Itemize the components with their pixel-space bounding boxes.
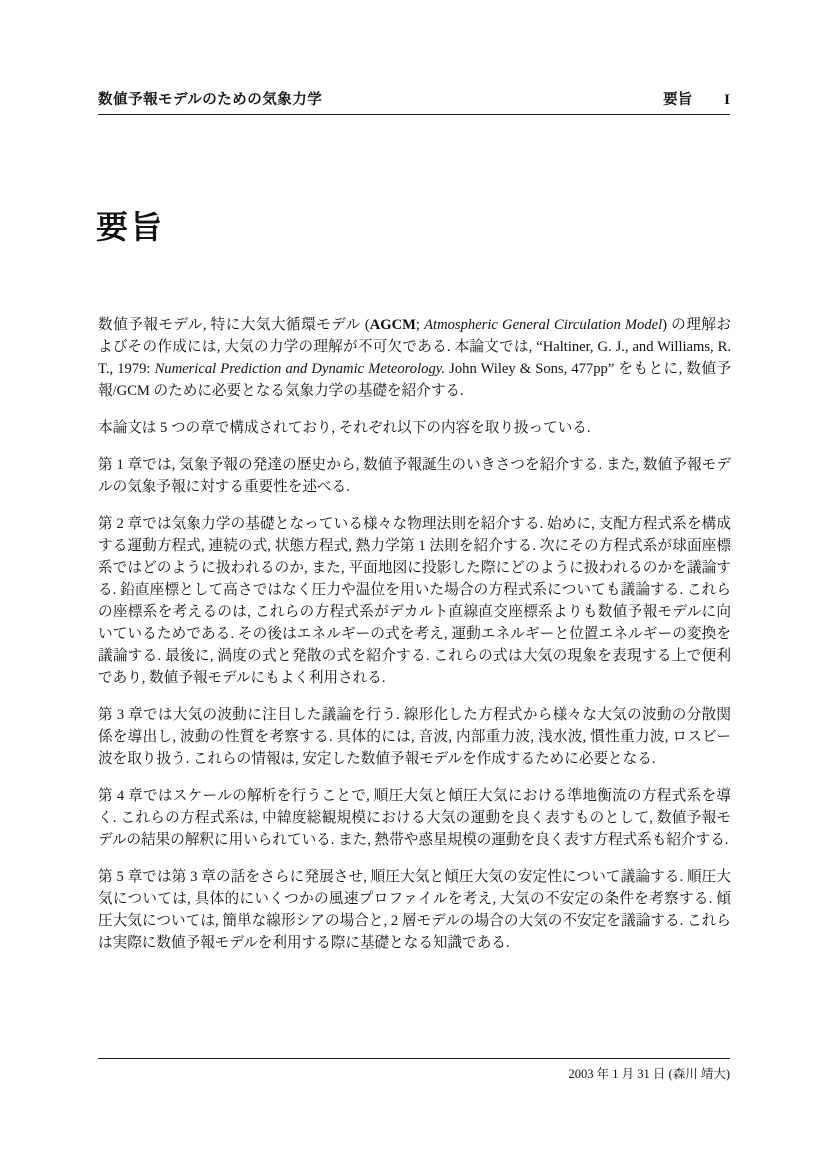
header-document-title: 数値予報モデルのための気象力学 bbox=[98, 92, 323, 108]
intro-run-agcm-expansion-italic: Atmospheric General Circulation Model bbox=[424, 317, 663, 333]
intro-run-book-title-italic: Numerical Prediction and Dynamic Meteorology. bbox=[154, 361, 446, 377]
intro-run-text: John Wiley & Sons, 477pp” をもとに, 数値予報/GCM のために必要となる気象力学の基礎を紹介する. bbox=[98, 361, 731, 399]
header-page-number: I bbox=[724, 92, 730, 108]
paragraph-overview: 本論文は 5 つの章で構成されており, それぞれ以下の内容を取り扱っている. bbox=[98, 420, 591, 436]
paragraph-chapter-4: 第 4 章ではスケールの解析を行うことで, 順圧大気と傾圧大気における準地衡流の方程式系を導く. これらの方程式系は, 中緯度総観規模における大気の運動を良く表すものとして, 数値予報モデルの結果の解釈に用いられている. また, 熱帯や惑星規模の運動を良く表す方程式系も紹介する. bbox=[98, 788, 731, 848]
header-right-group bbox=[663, 88, 730, 109]
intro-run-text: ) の理解およびその作成には, 大気の力学の理解が不可欠である. 本論文では, “Haltiner, G. J., and Williams, R. T., 1979: bbox=[98, 317, 732, 377]
paragraph-chapter-2: 第 2 章では気象力学の基礎となっている様々な物理法則を紹介する. 始めに, 支配方程式系を構成する運動方程式, 連続の式, 状態方程式, 熱力学第 1 法則を紹介する. 次にその方程式系が球面座標系ではどのように扱われるのか, また, 平面地図に投影した際にどのように扱われるのかを議論する. 鉛直座標として高さではなく圧力や温位を用いた場合の方程式系についても議論する. これらの座標系を考えるのは, これらの方程式系がデカルト直線直交座標系よりも数値予報モデルに向いているためである. その後はエネルギーの式を考え, 運動エネルギーと位置エネルギーの変換を議論する. 最後に, 渦度の式と発散の式を紹介する. これらの式は大気の現象を表現する上で便利であり, 数値予報モデルにもよく利用される. bbox=[98, 516, 731, 686]
running-header bbox=[98, 88, 730, 115]
header-section-label: 要旨 bbox=[663, 92, 693, 108]
paragraph-intro bbox=[98, 314, 731, 402]
paragraph-chapter-1: 第 1 章では, 気象予報の発達の歴史から, 数値予報誕生のいきさつを紹介する. また, 数値予報モデルの気象予報に対する重要性を述べる. bbox=[98, 457, 731, 495]
paragraph-chapter-3: 第 3 章では大気の波動に注目した議論を行う. 線形化した方程式から様々な大気の波動の分散関係を導出し, 波動の性質を考察する. 具体的には, 音波, 内部重力波, 浅水波, 慣性重力波, ロスビー波を取り扱う. これらの情報は, 安定した数値予報モデルを作成するために必要となる. bbox=[98, 707, 731, 767]
intro-run-text: 数値予報モデル, 特に大気大循環モデル ( bbox=[98, 317, 370, 333]
abstract-heading: 要旨 bbox=[96, 209, 165, 245]
paragraph-chapter-5: 第 5 章では第 3 章の話をさらに発展させ, 順圧大気と傾圧大気の安定性について議論する. 順圧大気については, 具体的にいくつかの風速プロファイルを考え, 大気の不安定の条件を考察する. 傾圧大気については, 簡単な線形シアの場合と, 2 層モデルの場合の大気の不安定を議論する. これらは実際に数値予報モデルを利用する際に基礎となる知識である. bbox=[98, 869, 731, 951]
page-footer bbox=[98, 1058, 730, 1082]
intro-run-text: ; bbox=[415, 317, 425, 333]
intro-run-agcm-bold: AGCM bbox=[369, 317, 416, 333]
footer-date-author: 2003 年 1 月 31 日 (森川 靖大) bbox=[568, 1067, 730, 1081]
abstract-body bbox=[98, 314, 731, 969]
